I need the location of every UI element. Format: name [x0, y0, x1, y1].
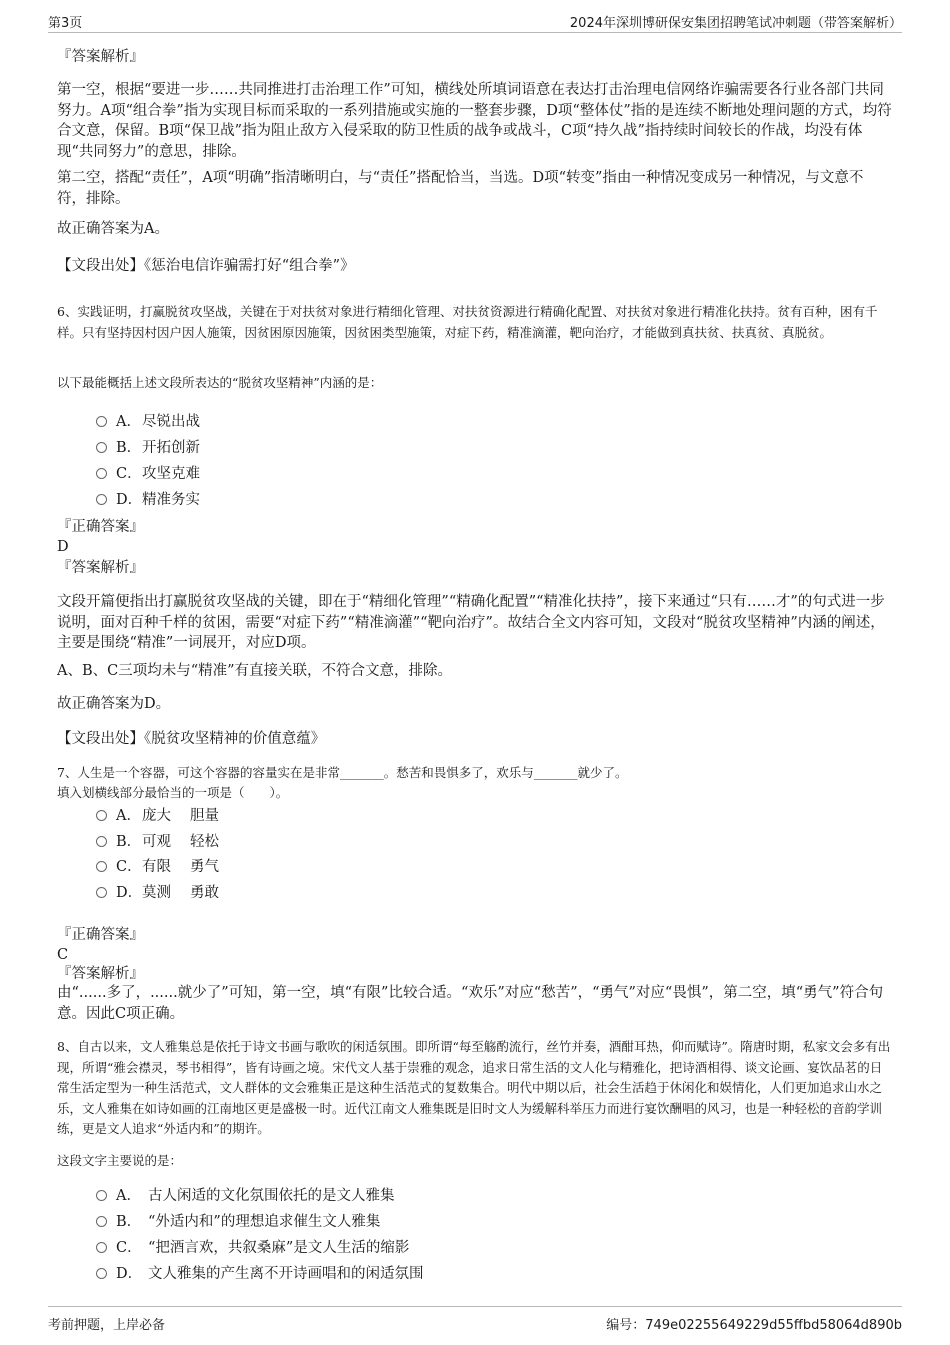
q7-analysis-title: 『答案解析』 [57, 966, 144, 982]
q6-analysis-para1: 文段开篇便指出打赢脱贫攻坚战的关键，即在于“精细化管理”“精确化配置”“精准化扶持”，接下来通过“只有……才”的句式进一步说明，面对百种千样的贫困，需要“对症下药”“精准滴灌”“靶向治疗”。故结合全文内容可知，文段对“脱贫攻坚精神”内涵的阐述，主要是围绕“精准”一词展开，对应D项。 [57, 594, 885, 651]
q7-option-c[interactable]: C．有限 勇气 [96, 857, 219, 877]
page-header [48, 12, 902, 33]
q7-question: 填入划横线部分最恰当的一项是（ ）。 [57, 785, 289, 800]
radio-button[interactable] [96, 861, 107, 872]
q6-analysis-title: 『答案解析』 [57, 560, 144, 576]
document-title: 2024年深圳博研保安集团招聘笔试冲刺题（带答案解析） [569, 16, 902, 31]
radio-button[interactable] [96, 416, 107, 427]
q5-source: 【文段出处】《惩治电信诈骗需打好“组合拳”》 [57, 258, 355, 274]
q7-answer: C [57, 947, 69, 963]
q8-option-b[interactable]: B． “外适内和”的理想追求催生文人雅集 [96, 1212, 380, 1232]
q8-question: 这段文字主要说的是： [57, 1153, 183, 1168]
q5-analysis-para2: 第二空，搭配“责任”，A项“明确”指清晰明白，与“责任”搭配恰当，当选。D项“转变”指由一种情况变成另一种情况，与文意不符，排除。 [57, 170, 864, 207]
q7-analysis-para1: 由“......多了，......就少了”可知，第一空，填“有限”比较合适。“欢乐”对应“愁苦”，“勇气”对应“畏惧”，第二空，填“勇气”符合句意。因此C项正确。 [57, 985, 884, 1022]
radio-button[interactable] [96, 442, 107, 453]
q7-stem: 7、人生是一个容器，可这个容器的容量实在是非常_______。愁苦和畏惧多了，欢乐与_______就少了。 [57, 765, 628, 780]
q6-answer: D [57, 539, 69, 555]
q8-option-c[interactable]: C． “把酒言欢，共叙桑麻”是文人生活的缩影 [96, 1238, 409, 1258]
page-number: 第3页 [48, 16, 83, 31]
q8-option-d[interactable]: D． 文人雅集的产生离不开诗画唱和的闲适氛围 [96, 1264, 424, 1284]
radio-button[interactable] [96, 1190, 107, 1201]
radio-button[interactable] [96, 468, 107, 479]
radio-button[interactable] [96, 1242, 107, 1253]
q6-option-b[interactable]: B．开拓创新 [96, 438, 200, 458]
q6-analysis-para2: A、B、C三项均未与“精准”有直接关联，不符合文意，排除。 [57, 663, 453, 679]
q5-analysis-para3: 故正确答案为A。 [57, 221, 169, 237]
q6-source: 【文段出处】《脱贫攻坚精神的价值意蕴》 [57, 731, 326, 747]
radio-button[interactable] [96, 887, 107, 898]
radio-button[interactable] [96, 836, 107, 847]
q7-option-d[interactable]: D．莫测 勇敢 [96, 883, 219, 903]
page-footer [48, 1306, 902, 1337]
radio-button[interactable] [96, 1268, 107, 1279]
document-id: 编号：749e02255649229d55ffbd58064d890b [606, 1318, 902, 1333]
q6-option-d[interactable]: D．精准务实 [96, 490, 200, 510]
q6-option-c[interactable]: C．攻坚克难 [96, 464, 200, 484]
q6-answer-title: 『正确答案』 [57, 519, 144, 535]
q6-stem: 6、实践证明，打赢脱贫攻坚战，关键在于对扶贫对象进行精细化管理、对扶贫资源进行精确化配置、对扶贫对象进行精准化扶持。贫有百种，困有千样。只有坚持因村因户因人施策，因贫困原因施策，因贫困类型施策，对症下药，精准滴灌，靶向治疗，才能做到真扶贫、扶真贫、真脱贫。 [57, 304, 878, 340]
q5-analysis-title: 『答案解析』 [57, 49, 144, 65]
q7-option-a[interactable]: A．庞大 胆量 [96, 806, 219, 826]
q5-analysis-para1: 第一空，根据“要进一步……共同推进打击治理工作”可知，横线处所填词语意在表达打击治理电信网络诈骗需要各行业各部门共同努力。A项“组合拳”指为实现目标而采取的一系列措施或实施的一整套步骤，D项“整体仗”指的是连续不断地处理问题的方式，均符合文意，保留。B项“保卫战”指为阻止敌方入侵采取的防卫性质的战争或战斗，C项“持久战”指持续时间较长的作战，均没有体现“共同努力”的意思，排除。 [57, 82, 892, 160]
q6-analysis-para3: 故正确答案为D。 [57, 696, 171, 712]
footer-slogan: 考前押题，上岸必备 [48, 1318, 166, 1333]
radio-button[interactable] [96, 810, 107, 821]
q7-answer-title: 『正确答案』 [57, 927, 144, 943]
q6-option-a[interactable]: A．尽锐出战 [96, 412, 200, 432]
radio-button[interactable] [96, 494, 107, 505]
q8-option-a[interactable]: A． 古人闲适的文化氛围依托的是文人雅集 [96, 1186, 395, 1206]
q7-option-b[interactable]: B．可观 轻松 [96, 832, 219, 852]
radio-button[interactable] [96, 1216, 107, 1227]
q8-stem: 8、自古以来，文人雅集总是依托于诗文书画与歌吹的闲适氛围。即所谓“每至觞酌流行，丝竹并奏，酒酣耳热，仰而赋诗”。隋唐时期，私家文会多有出现，所谓“雅会襟灵，琴书相得”，皆有诗画之境。宋代文人基于崇雅的观念，追求日常生活的文人化与精雅化，把诗酒相得、谈文论画、宴饮品茗的日常生活定型为一种生活范式，文人群体的文会雅集正是这种生活范式的复数集合。明代中期以后，社会生活趋于休闲化和娱情化，人们更加追求山水之乐，文人雅集在如诗如画的江南地区更是盛极一时。近代江南文人雅集既是旧时文人为缓解科举压力而进行宴饮酬唱的风习，也是一种轻松的音韵学训练，更是文人追求“外适内和”的期许。 [57, 1039, 891, 1136]
q6-question: 以下最能概括上述文段所表达的“脱贫攻坚精神”内涵的是： [57, 375, 383, 390]
